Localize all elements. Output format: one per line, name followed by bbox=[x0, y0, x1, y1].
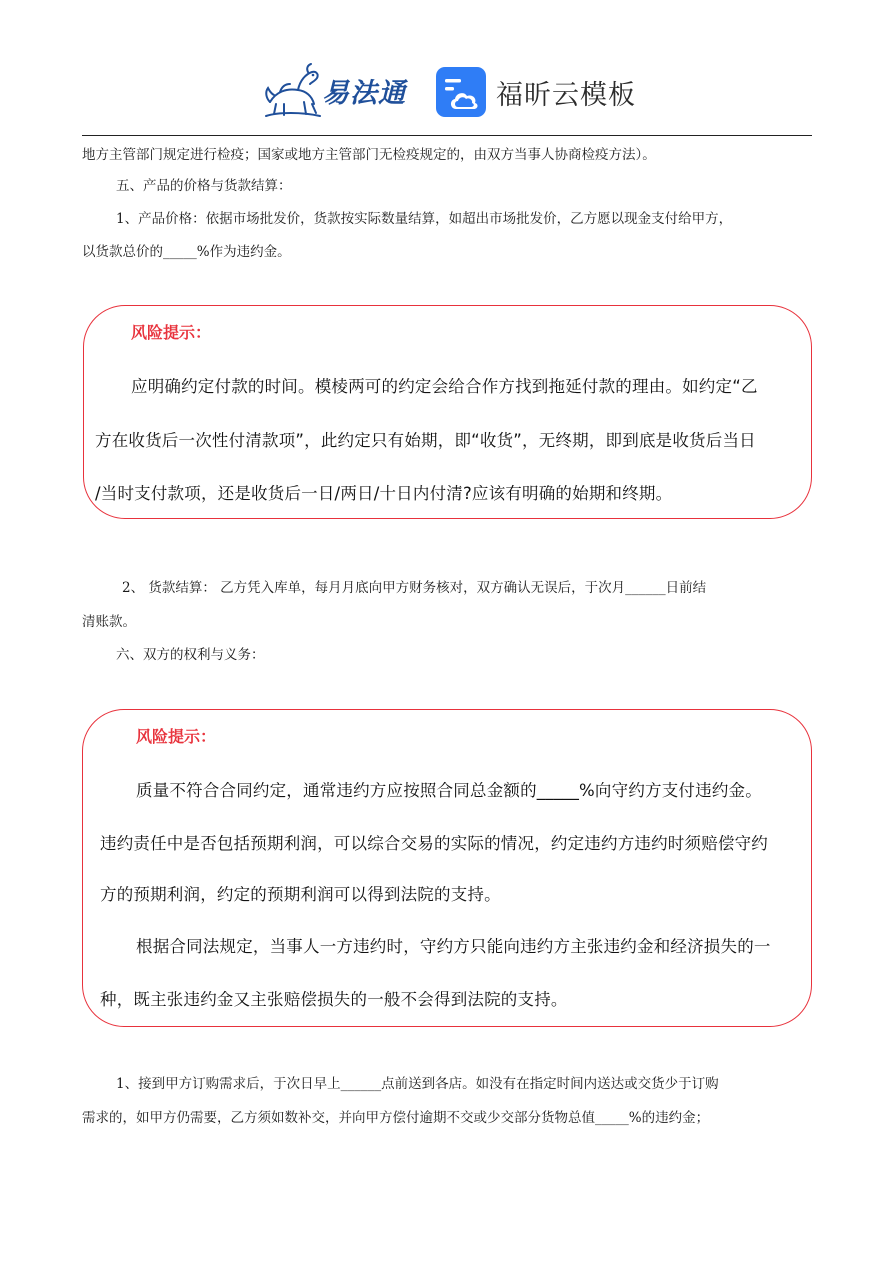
foxit-template-logo-text: 福昕云模板 bbox=[496, 79, 636, 111]
risk-notice-title: 风险提示： bbox=[136, 727, 217, 746]
risk-notice-line: 违约责任中是否包括预期利润，可以综合交易的实际的情况，约定违约方违约时须赔偿守约 bbox=[100, 834, 768, 853]
risk-notice-line: 应明确约定付款的时间。模棱两可的约定会给合作方找到拖延付款的理由。如约定“乙 bbox=[131, 377, 758, 396]
page-header bbox=[0, 0, 893, 136]
header-divider bbox=[82, 135, 812, 136]
risk-notice-line: 种，既主张违约金又主张赔偿损失的一般不会得到法院的支持。 bbox=[100, 990, 568, 1009]
item-1-price-line-1: 1、产品价格：依据市场批发价，货款按实际数量结算，如超出市场批发价，乙方愿以现金支付给甲方， bbox=[116, 211, 733, 227]
section-6-heading: 六、双方的权利与义务： bbox=[116, 647, 265, 663]
risk-notice-line: 方的预期利润，约定的预期利润可以得到法院的支持。 bbox=[100, 885, 501, 904]
risk-notice-box-liability bbox=[82, 709, 812, 1027]
cloud-document-icon bbox=[436, 67, 486, 117]
risk-notice-line: 质量不符合合同约定，通常违约方应按照合同总金额的_____%向守约方支付违约金。 bbox=[136, 781, 762, 800]
duty-1-delivery-line-2: 需求的，如甲方仍需要，乙方须如数补交，并向甲方偿付逾期不交或少交部分货物总值_____%的违约金； bbox=[82, 1110, 710, 1126]
risk-notice-box-payment bbox=[83, 305, 812, 519]
item-2-settlement-line-1: 2、 货款结算： 乙方凭入库单，每月月底向甲方财务核对，双方确认无误后，于次月______日前结 bbox=[122, 580, 707, 596]
risk-notice-line: 方在收货后一次性付清款项”，此约定只有始期，即“收货”，无终期，即到底是收货后当日 bbox=[95, 431, 756, 450]
duty-1-delivery-line-1: 1、接到甲方订购需求后，于次日早上______点前送到各店。如没有在指定时间内送达或交货少于订购 bbox=[116, 1076, 719, 1092]
risk-notice-line: /当时支付款项，还是收货后一日/两日/十日内付清?应该有明确的始期和终期。 bbox=[95, 484, 673, 503]
qilin-icon bbox=[262, 62, 324, 118]
item-2-settlement-line-2: 清账款。 bbox=[82, 614, 136, 630]
yifatong-logo bbox=[262, 62, 412, 118]
paragraph-quarantine: 地方主管部门规定进行检疫；国家或地方主管部门无检疫规定的，由双方当事人协商检疫方法）。 bbox=[82, 147, 656, 163]
section-5-heading: 五、产品的价格与货款结算： bbox=[116, 178, 292, 194]
item-1-price-line-2: 以货款总价的_____%作为违约金。 bbox=[82, 244, 291, 260]
foxit-template-logo bbox=[436, 66, 636, 118]
yifatong-logo-text: 易法通 bbox=[322, 77, 406, 109]
risk-notice-title: 风险提示： bbox=[131, 323, 212, 342]
risk-notice-line: 根据合同法规定，当事人一方违约时，守约方只能向违约方主张违约金和经济损失的一 bbox=[136, 937, 771, 956]
